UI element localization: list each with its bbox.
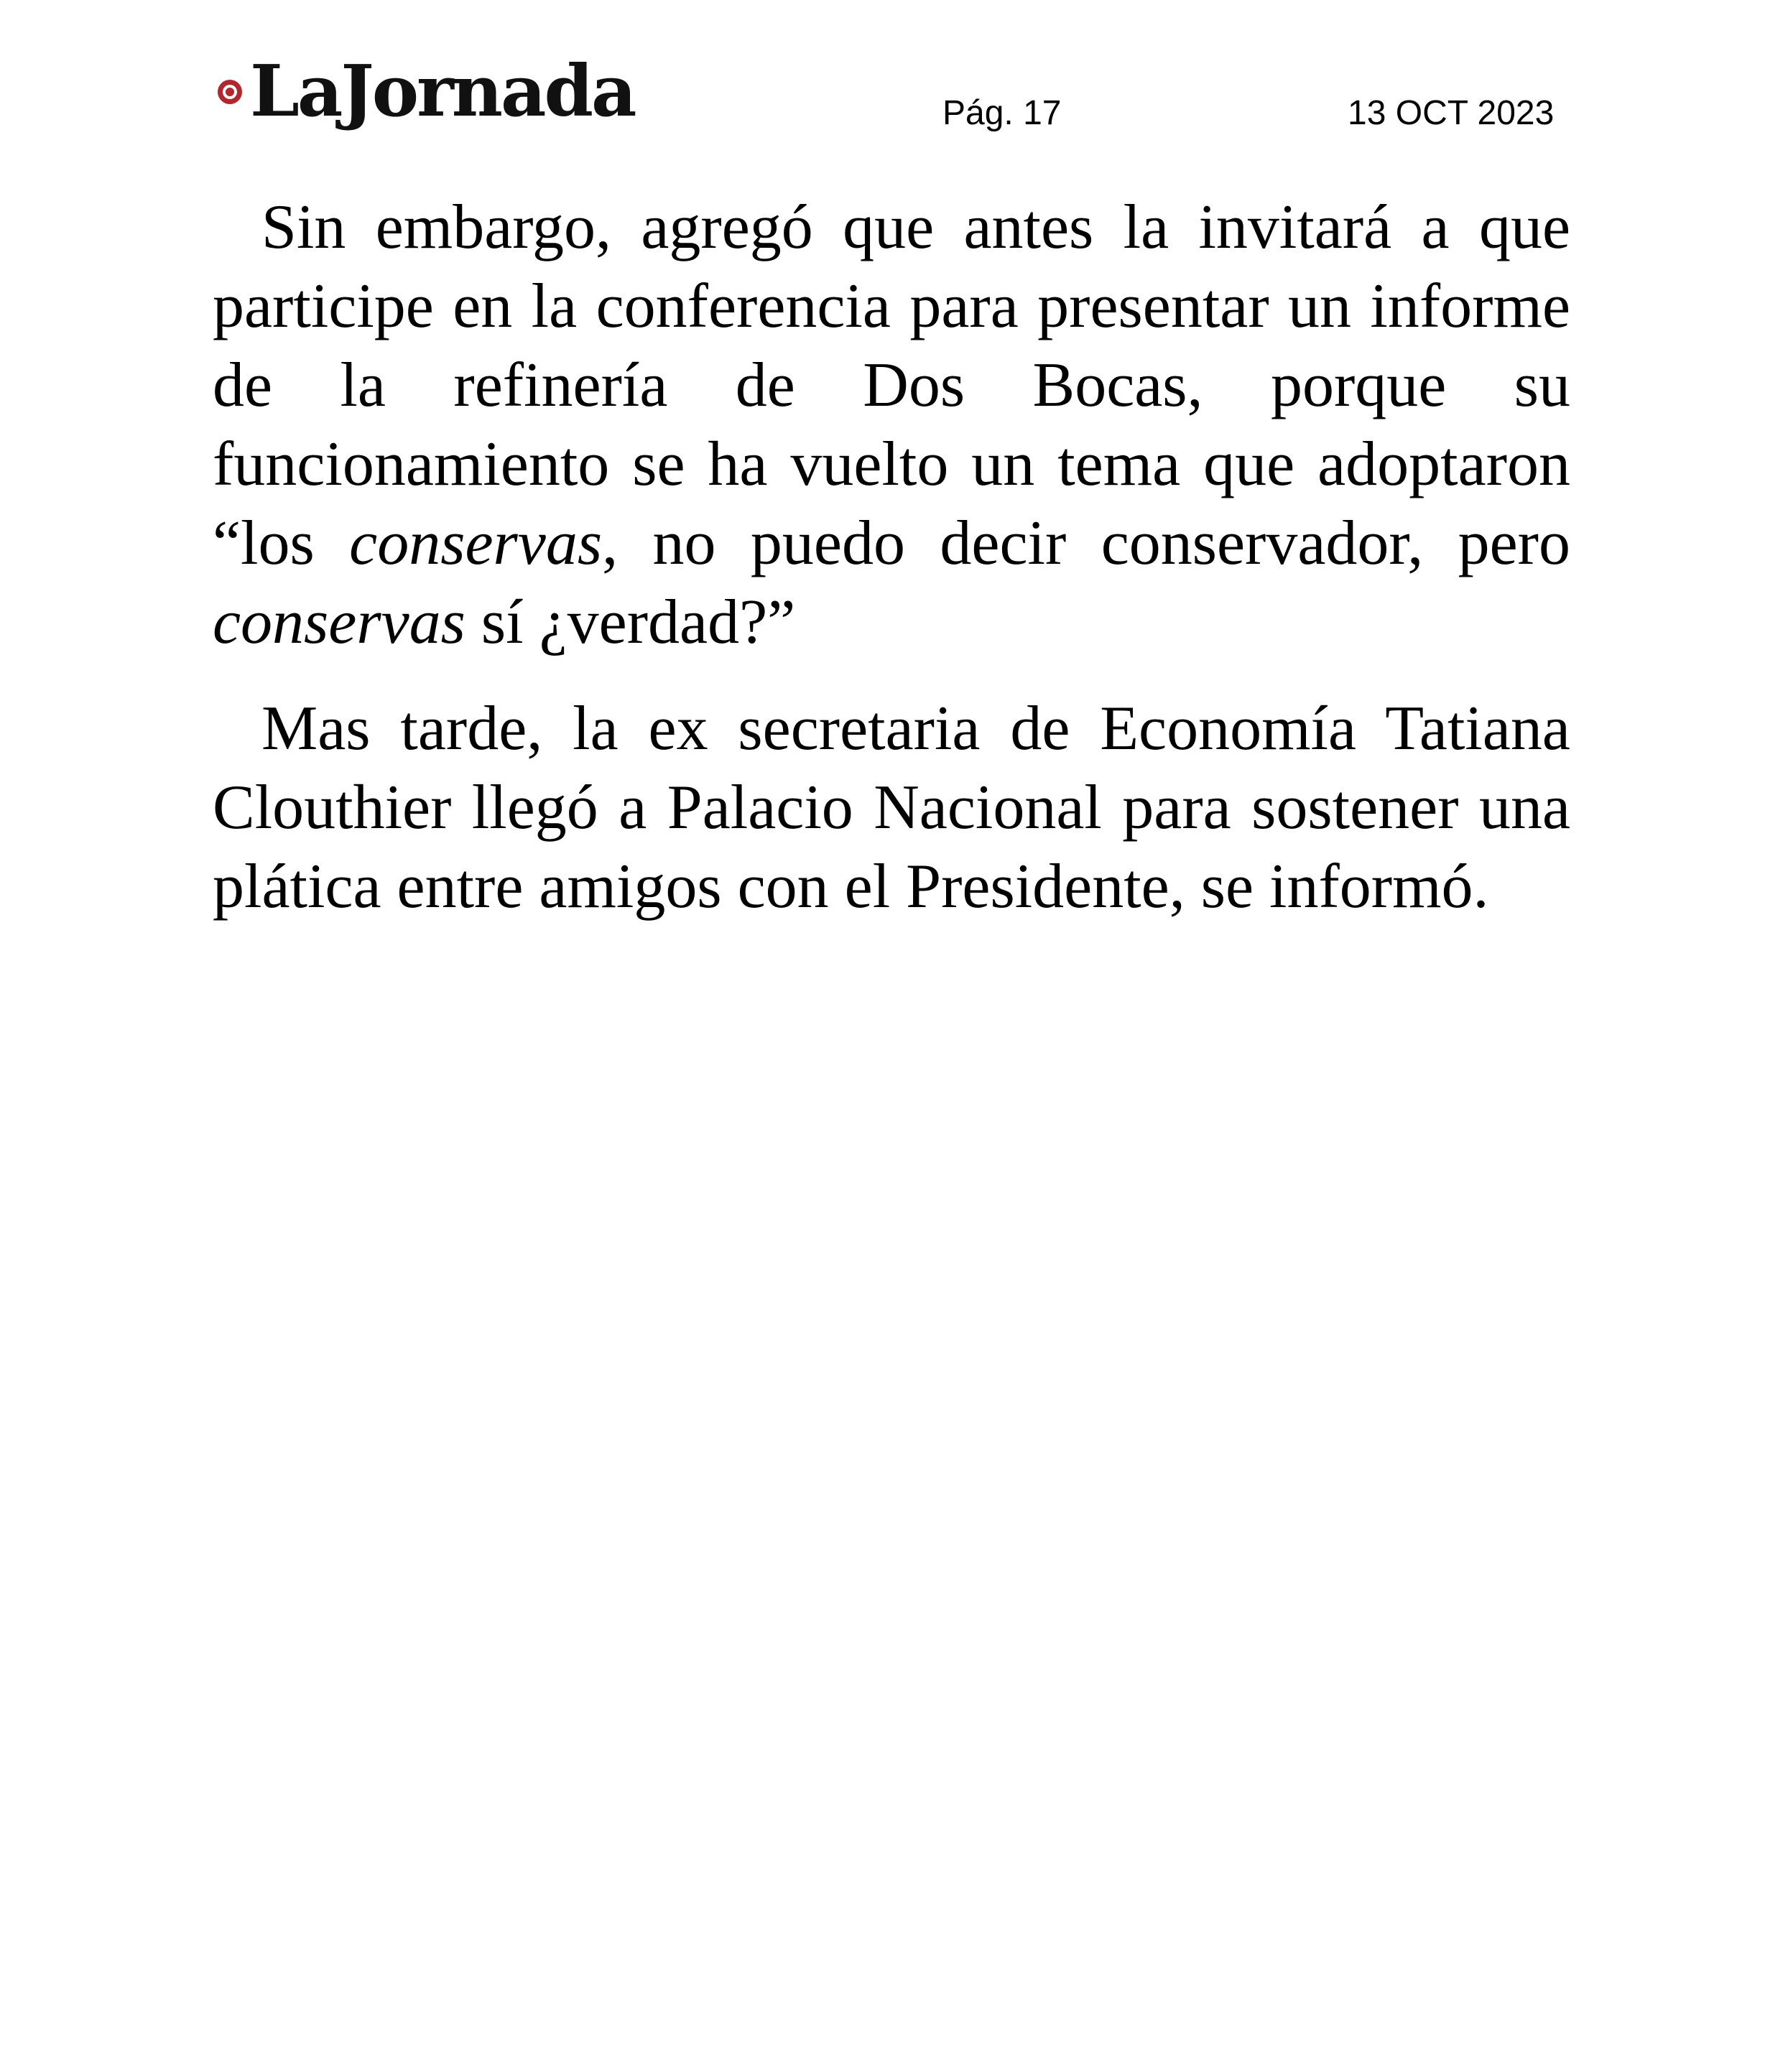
italic-term: conservas <box>213 587 465 657</box>
text-run: sí ¿verdad?” <box>465 587 796 657</box>
page-header <box>0 0 1765 144</box>
article-paragraph: Mas tarde, la ex secretaria de Economía Tatiana Clouthier llegó a Palacio Nacional para sostener una plática entre amigos con el Presidente, se informó. <box>213 694 1570 921</box>
logo-wordmark: LaJornada <box>250 50 635 133</box>
text-run: Sin embargo, agregó que antes la invitará a que participe en la conferencia para presentar un informe de la refinería de Dos Bocas, porque su funcionamiento se ha vuelto un tema que adoptaron “los <box>213 192 1570 578</box>
article-paragraph <box>213 188 1570 662</box>
article-body <box>213 188 1570 954</box>
newspaper-logo <box>216 52 635 132</box>
page-number: Pág. 17 <box>942 94 1062 132</box>
italic-term: conservas <box>349 508 603 578</box>
sun-seal-icon <box>216 78 244 106</box>
text-run: , no puedo decir conservador, pero <box>602 508 1570 578</box>
publication-date: 13 OCT 2023 <box>1348 94 1555 132</box>
